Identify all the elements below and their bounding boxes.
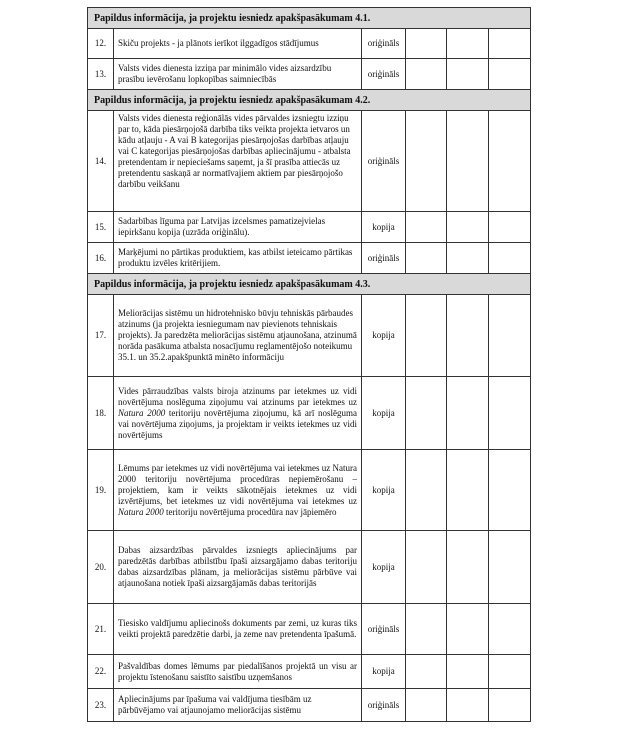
checkbox-cell[interactable]	[406, 29, 447, 59]
row-description: Sadarbības līguma par Latvijas izcelsmes pamatizejvielas iepirkšanu kopija (uzrāda oriģinālu).	[114, 212, 362, 243]
document-type: oriģināls	[362, 59, 406, 90]
table-row	[88, 689, 531, 722]
row-description: Apliecinājums par īpašuma vai valdījuma tiesībām uz pārbūvējamo vai atjaunojamo meliorācijas sistēmu	[114, 689, 362, 722]
checkbox-cell[interactable]	[489, 212, 531, 243]
document-type: kopija	[362, 450, 406, 531]
row-description: Pašvaldības domes lēmums par piedalīšanos projektā un visu ar projektu īstenošanu saistīto saistību uzņemšanos	[114, 655, 362, 689]
emphasis-text: Natura 2000	[118, 506, 164, 517]
table-row	[88, 295, 531, 377]
row-number: 14.	[88, 111, 114, 212]
checkbox-cell[interactable]	[447, 59, 489, 90]
clipped-text: Valsts vides dienesta reģionālās vides pārvaldes izsniegtu izziņu par to, kāda piesārņojošā darbība tiks veikta projekta ietvaros un kādu atļauju - A vai B kategorijas piesārņojošas darbības atļauju vai C kategorijas piesārņojošas darbības apliecinājumu - atbalsta pretendentam ir nepieciešams saņemt, ja šī prasība attiecās uz pretendentu saskaņā ar normatīvajiem aktiem par piesārņojošo darbību veikšanu	[118, 113, 351, 189]
checkbox-cell[interactable]	[447, 689, 489, 722]
document-type: kopija	[362, 377, 406, 450]
checkbox-cell[interactable]	[489, 243, 531, 274]
checkbox-cell[interactable]	[406, 212, 447, 243]
table-row	[88, 450, 531, 531]
checkbox-cell[interactable]	[406, 377, 447, 450]
checkbox-cell[interactable]	[406, 243, 447, 274]
section-header-4-2	[88, 90, 531, 111]
row-number: 21.	[88, 604, 114, 655]
checkbox-cell[interactable]	[489, 604, 531, 655]
section-header-4-1	[88, 8, 531, 29]
table-row	[88, 29, 531, 59]
checkbox-cell[interactable]	[489, 295, 531, 377]
row-number: 22.	[88, 655, 114, 689]
checkbox-cell[interactable]	[406, 295, 447, 377]
checkbox-cell[interactable]	[489, 689, 531, 722]
row-description: Marķējumi no pārtikas produktiem, kas atbilst ieteicamo pārtikas produktu izvēles kritērijiem.	[114, 243, 362, 274]
checkbox-cell[interactable]	[447, 377, 489, 450]
checkbox-cell[interactable]	[489, 111, 531, 212]
text-part: Vides pārraudzības valsts biroja atzinums par ietekmes uz vidi novērtējuma noslēguma ziņojumu vai atzinums par ietekmes uz	[118, 385, 357, 407]
document-type: oriģināls	[362, 689, 406, 722]
table-row	[88, 531, 531, 604]
table-row	[88, 604, 531, 655]
section-header-4-3	[88, 274, 531, 295]
checkbox-cell[interactable]	[447, 604, 489, 655]
row-number: 15.	[88, 212, 114, 243]
checkbox-cell[interactable]	[489, 377, 531, 450]
checkbox-cell[interactable]	[406, 604, 447, 655]
table-row	[88, 377, 531, 450]
checkbox-cell[interactable]	[447, 212, 489, 243]
document-type: oriģināls	[362, 243, 406, 274]
checkbox-cell[interactable]	[489, 59, 531, 90]
section-title: Papildus informācija, ja projektu iesniedz apakšpasākumam 4.3.	[88, 274, 531, 295]
document-type: kopija	[362, 212, 406, 243]
row-number: 19.	[88, 450, 114, 531]
row-description: Tiesisko valdījumu apliecinošs dokuments par zemi, uz kuras tiks veikti projektā paredzētie darbi, ja zeme nav pretendenta īpašumā.	[114, 604, 362, 655]
checkbox-cell[interactable]	[447, 111, 489, 212]
checkbox-cell[interactable]	[489, 531, 531, 604]
text-part: Lēmums par ietekmes uz vidi novērtējuma vai ietekmes uz Natura 2000 teritoriju novērtējuma procedūras nepiemērošanu – projektiem, kam ir veikts sākotnējais ietekmes uz vidi izvērtējums, bet ietekmes uz vidi novērtējuma vai ietekmes uz	[118, 462, 357, 506]
text-part: teritoriju novērtējuma ziņojumu, kā arī noslēguma vai novērtējuma ziņojums, ja projektam ir veikts ietekmes uz vidi novērtējums	[118, 407, 358, 440]
document-type: kopija	[362, 655, 406, 689]
row-description: Dabas aizsardzības pārvaldes izsniegts apliecinājums par paredzētās darbības atbilstību īpaši aizsargājamo dabas teritoriju dabas aizsardzības plānam, ja meliorācijas sistēmu pārbūve vai atjaunošana notiek īpaši aizsargājamās dabas teritorijās	[114, 531, 362, 604]
checkbox-cell[interactable]	[447, 243, 489, 274]
checkbox-cell[interactable]	[489, 450, 531, 531]
row-description: Valsts vides dienesta izziņa par minimālo vides aizsardzību prasību ievērošanu lopkopības saimniecībās	[114, 59, 362, 90]
row-number: 23.	[88, 689, 114, 722]
checkbox-cell[interactable]	[406, 450, 447, 531]
checkbox-cell[interactable]	[406, 111, 447, 212]
checkbox-cell[interactable]	[406, 655, 447, 689]
emphasis-text: Natura 2000	[118, 407, 166, 418]
row-number: 17.	[88, 295, 114, 377]
table-row	[88, 243, 531, 274]
checkbox-cell[interactable]	[489, 29, 531, 59]
row-number: 12.	[88, 29, 114, 59]
row-number: 16.	[88, 243, 114, 274]
row-description	[114, 450, 362, 531]
document-type: oriģināls	[362, 604, 406, 655]
checkbox-cell[interactable]	[447, 450, 489, 531]
row-number: 20.	[88, 531, 114, 604]
document-type: kopija	[362, 295, 406, 377]
section-title: Papildus informācija, ja projektu iesniedz apakšpasākumam 4.2.	[88, 90, 531, 111]
table-row	[88, 59, 531, 90]
table-row	[88, 212, 531, 243]
table-row	[88, 655, 531, 689]
checkbox-cell[interactable]	[447, 531, 489, 604]
row-description: Skiču projekts - ja plānots ierīkot ilggadīgos stādījumus	[114, 29, 362, 59]
checkbox-cell[interactable]	[447, 29, 489, 59]
document-checklist-table	[87, 7, 531, 722]
document-type: oriģināls	[362, 29, 406, 59]
checkbox-cell[interactable]	[447, 295, 489, 377]
checkbox-cell[interactable]	[406, 59, 447, 90]
checkbox-cell[interactable]	[406, 689, 447, 722]
document-type: kopija	[362, 531, 406, 604]
row-description	[114, 111, 362, 212]
checkbox-cell[interactable]	[447, 655, 489, 689]
row-number: 18.	[88, 377, 114, 450]
section-title: Papildus informācija, ja projektu iesniedz apakšpasākumam 4.1.	[88, 8, 531, 29]
table-row	[88, 111, 531, 212]
text-part: teritoriju novērtējuma procedūra nav jāpiemēro	[163, 506, 337, 517]
row-description: Meliorācijas sistēmu un hidrotehnisko būvju tehniskās pārbaudes atzinums (ja projekta iesniegumam nav pievienots tehniskais projekts). Ja paredzēta meliorācijas sistēmu atjaunošana, atzinumā norāda pasākuma atbalsta nosacījumu reglamentējošo noteikumu 35.1. un 35.2.apakšpunktā minēto informāciju	[114, 295, 362, 377]
row-description	[114, 377, 362, 450]
document-type: oriģināls	[362, 111, 406, 212]
checkbox-cell[interactable]	[406, 531, 447, 604]
row-number: 13.	[88, 59, 114, 90]
checkbox-cell[interactable]	[489, 655, 531, 689]
